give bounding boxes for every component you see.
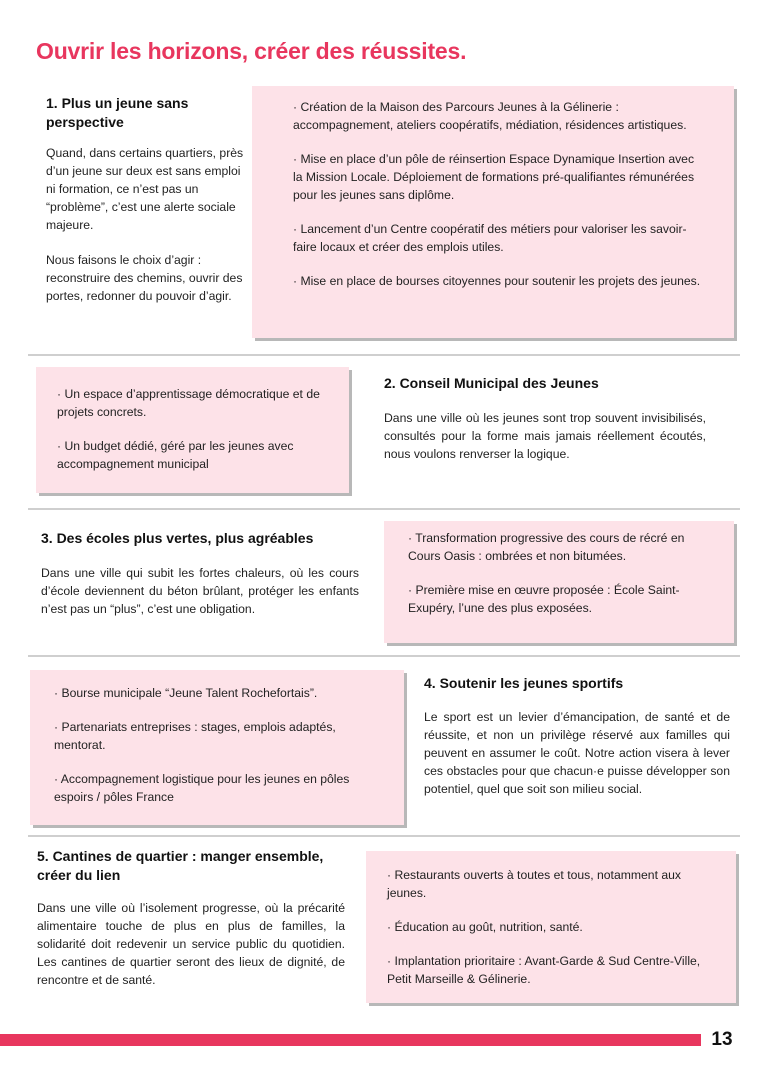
section-2-bullet: · Un espace d’apprentissage démocratique et de projets concrets. [57,387,320,419]
section-1-bullet: · Lancement d’un Centre coopératif des métiers pour valoriser les savoir-faire locaux et créer des emplois utiles. [293,222,687,254]
section-1-bullet: · Mise en place d’un pôle de réinsertion Espace Dynamique Insertion avec la Mission Locale. Déploiement de formations pré-qualifiantes rémunérées pour les jeunes sans diplôme. [293,152,695,202]
section-5-box [366,851,736,1003]
section-4-bullet: · Partenariats entreprises : stages, emplois adaptés, mentorat. [54,720,336,752]
page-number: 13 [702,1025,742,1055]
section-3-text [41,564,359,618]
divider [28,835,740,837]
section-1-text [46,144,244,305]
divider [28,508,740,510]
page-title: Ouvrir les horizons, créer des réussites. [36,38,467,64]
section-2-bullet: · Un budget dédié, géré par les jeunes avec accompagnement municipal [57,439,294,471]
section-2-paragraph: Dans une ville où les jeunes sont trop souvent invisibilisés, consultés pour la forme mais jamais réellement écoutés, nous voulons renverser la logique. [384,411,706,461]
section-2-text [384,409,706,463]
section-5-bullet: · Implantation prioritaire : Avant-Garde & Sud Centre-Ville, Petit Marseille & Gélinerie. [387,954,701,986]
divider [28,655,740,657]
section-3-box [384,521,734,643]
section-3-title: 3. Des écoles plus vertes, plus agréables [41,530,314,546]
section-5-text [37,899,345,989]
footer-accent-bar [0,1034,701,1046]
section-5-bullet: · Restaurants ouverts à toutes et tous, notamment aux jeunes. [387,868,682,900]
section-4-bullet: · Bourse municipale “Jeune Talent Rochefortais”. [54,686,318,700]
section-1-bullet: · Création de la Maison des Parcours Jeunes à la Gélinerie : accompagnement, ateliers coopératifs, médiation, résidences artistiques. [293,100,687,132]
section-4-box [30,670,404,825]
section-5-paragraph: Dans une ville où l’isolement progresse, où la précarité alimentaire touche de plus en plus de familles, la solidarité doit redevenir un service public du quotidien. Les cantines de quartier seront des lieux de dignité, de rencontre et de santé. [37,901,345,987]
section-1-paragraph: Nous faisons le choix d’agir : reconstruire des chemins, ouvrir des portes, redonner du pouvoir d’agir. [46,253,243,303]
section-2-box [36,367,349,493]
divider [28,354,740,356]
section-3-bullet: · Première mise en œuvre proposée : École Saint-Exupéry, l’une des plus exposées. [408,583,680,615]
section-4-bullet: · Accompagnement logistique pour les jeunes en pôles espoirs / pôles France [54,772,350,804]
section-1-box [252,86,734,338]
section-1-paragraph: Quand, dans certains quartiers, près d’un jeune sur deux est sans emploi ni formation, ce n’est pas un “problème”, c’est une alerte sociale majeure. [46,146,244,232]
section-3-bullet: · Transformation progressive des cours de récré en Cours Oasis : ombrées et non bitumées. [408,531,685,563]
section-5-bullet: · Éducation au goût, nutrition, santé. [387,920,583,934]
section-2-title: 2. Conseil Municipal des Jeunes [384,375,599,391]
section-5-title: 5. Cantines de quartier : manger ensemble, créer du lien [37,848,324,883]
section-1-title: 1. Plus un jeune sans perspective [46,95,189,130]
section-4-title: 4. Soutenir les jeunes sportifs [424,675,624,691]
section-3-paragraph: Dans une ville qui subit les fortes chaleurs, où les cours d’école deviennent du béton brûlant, protéger les enfants n’est pas un “plus”, c’est une obligation. [41,566,359,616]
section-4-paragraph: Le sport est un levier d’émancipation, de santé et de réussite, et non un privilège réservé aux familles qui peuvent en assumer le coût. Notre action visera à lever ces obstacles pour que chacun·e puisse développer son potentiel, quel que soit son milieu social. [424,710,730,796]
section-4-text [424,708,730,798]
section-1-bullet: · Mise en place de bourses citoyennes pour soutenir les projets des jeunes. [293,274,701,288]
